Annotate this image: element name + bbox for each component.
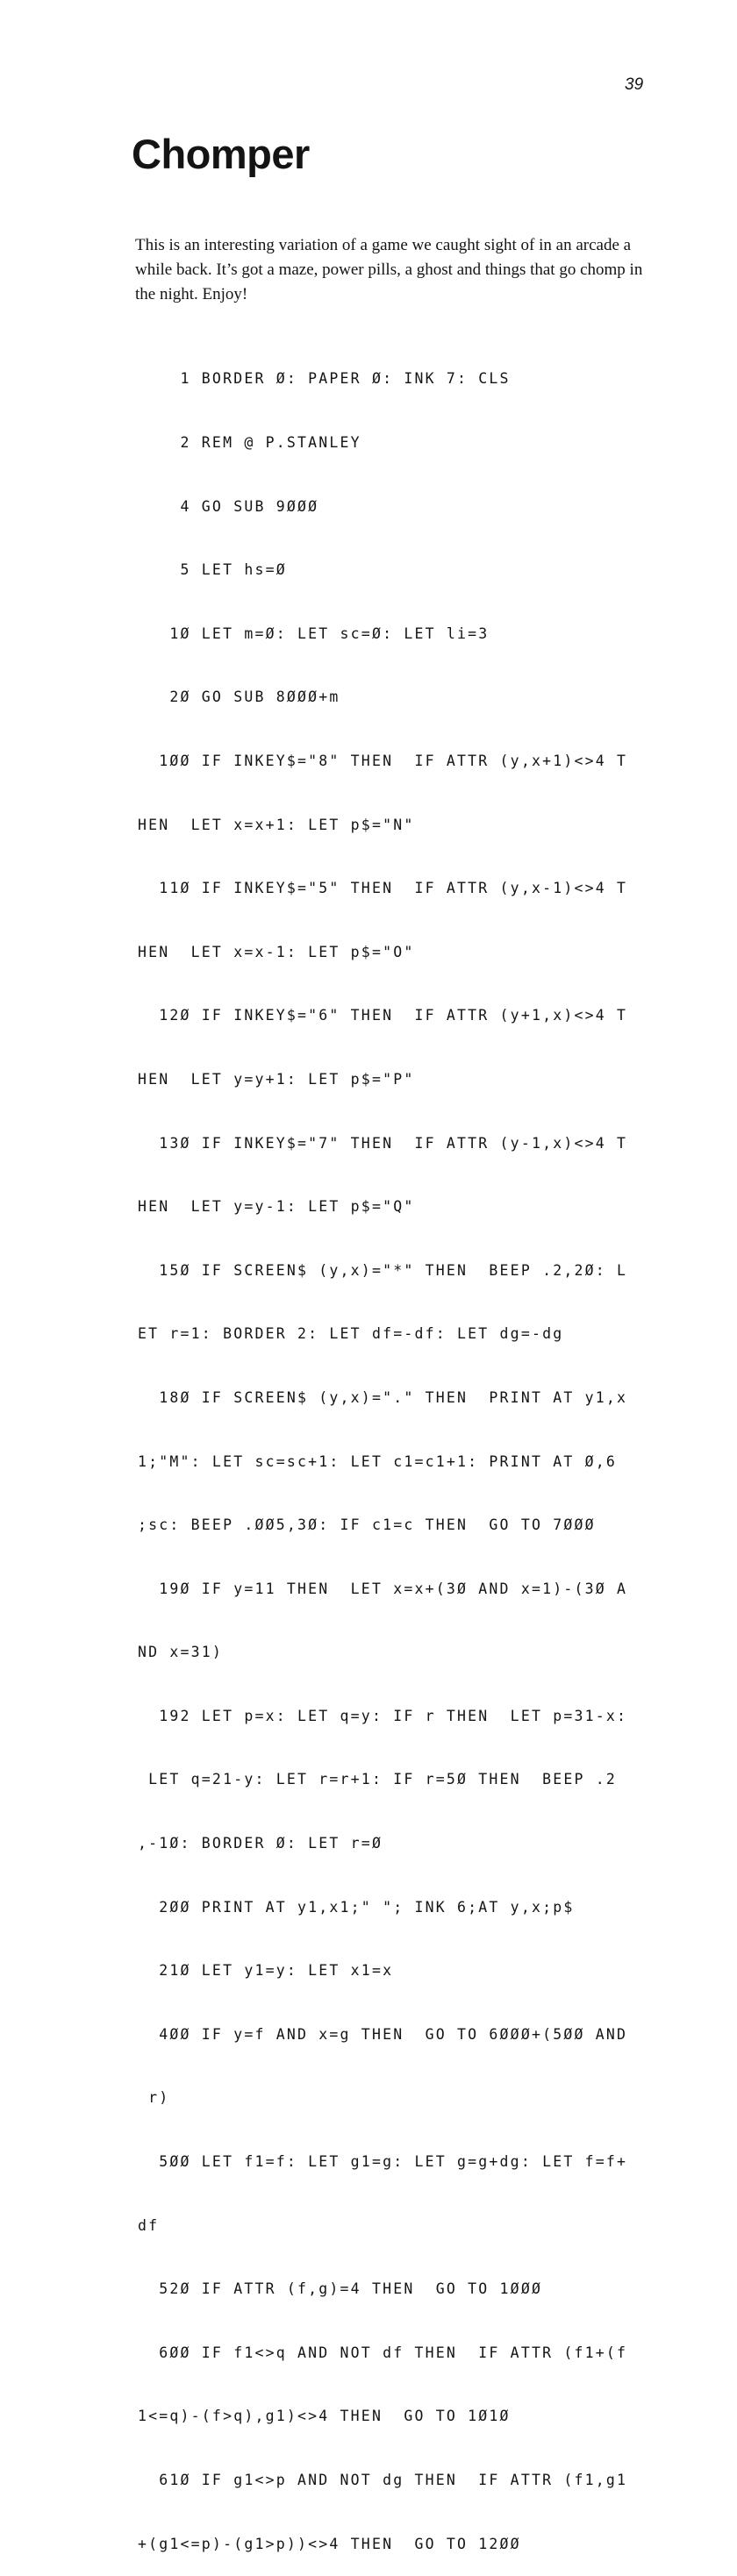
listing-line: HEN LET x=x+1: LET p$="N" [138, 816, 415, 833]
listing-line: 52Ø IF ATTR (f,g)=4 THEN GO TO 1ØØØ [138, 2280, 543, 2298]
listing-line: ;sc: BEEP .ØØ5,3Ø: IF c1=c THEN GO TO 7ØØØ [138, 1516, 596, 1534]
listing-line: ,-1Ø: BORDER Ø: LET r=Ø [138, 1835, 383, 1852]
listing-line: 5ØØ LET f1=f: LET g1=g: LET g=g+dg: LET f=f+ [138, 2153, 628, 2171]
listing-line: ET r=1: BORDER 2: LET df=-df: LET dg=-dg [138, 1325, 564, 1343]
listing-line: +(g1<=p)-(g1>p))<>4 THEN GO TO 12ØØ [138, 2535, 521, 2552]
program-listing [138, 326, 682, 2576]
listing-line: 11Ø IF INKEY$="5" THEN IF ATTR (y,x-1)<>4 T [138, 880, 628, 897]
listing-line: 4ØØ IF y=f AND x=g THEN GO TO 6ØØØ+(5ØØ AND [138, 2025, 628, 2043]
listing-line: 2 REM @ P.STANLEY [138, 434, 361, 451]
listing-line: 1;"M": LET sc=sc+1: LET c1=c1+1: PRINT AT Ø,6 [138, 1452, 618, 1470]
page-number: 39 [625, 75, 644, 94]
listing-line: ND x=31) [138, 1644, 224, 1661]
listing-line: 192 LET p=x: LET q=y: IF r THEN LET p=31-x: [138, 1707, 628, 1724]
listing-line: 5 LET hs=Ø [138, 561, 287, 579]
listing-line: 2ØØ PRINT AT y1,x1;" "; INK 6;AT y,x;p$ [138, 1898, 575, 1916]
listing-line: 19Ø IF y=11 THEN LET x=x+(3Ø AND x=1)-(3Ø A [138, 1580, 628, 1597]
listing-line: 18Ø IF SCREEN$ (y,x)="." THEN PRINT AT y1,x [138, 1388, 628, 1406]
listing-line: 1Ø LET m=Ø: LET sc=Ø: LET li=3 [138, 624, 490, 642]
listing-line: r) [138, 2089, 170, 2107]
page-title: Chomper [132, 131, 310, 177]
listing-line: 2Ø GO SUB 8ØØØ+m [138, 689, 340, 706]
listing-line: 1ØØ IF INKEY$="8" THEN IF ATTR (y,x+1)<>4 T [138, 752, 628, 769]
listing-line: 6ØØ IF f1<>q AND NOT df THEN IF ATTR (f1+(f [138, 2344, 628, 2361]
listing-line: LET q=21-y: LET r=r+1: IF r=5Ø THEN BEEP .2 [138, 1771, 618, 1788]
listing-line: 13Ø IF INKEY$="7" THEN IF ATTR (y-1,x)<>4 T [138, 1134, 628, 1152]
listing-line: 12Ø IF INKEY$="6" THEN IF ATTR (y+1,x)<>4 T [138, 1007, 628, 1024]
listing-line: 15Ø IF SCREEN$ (y,x)="*" THEN BEEP .2,2Ø: L [138, 1261, 628, 1279]
listing-line: HEN LET x=x-1: LET p$="O" [138, 943, 415, 960]
listing-line: 1 BORDER Ø: PAPER Ø: INK 7: CLS [138, 370, 511, 388]
listing-line: 4 GO SUB 9ØØØ [138, 497, 319, 515]
listing-line: HEN LET y=y-1: LET p$="Q" [138, 1198, 415, 1216]
listing-line: 1<=q)-(f>q),g1)<>4 THEN GO TO 1Ø1Ø [138, 2408, 511, 2425]
listing-line: df [138, 2216, 160, 2234]
listing-line: HEN LET y=y+1: LET p$="P" [138, 1070, 415, 1088]
listing-line: 61Ø IF g1<>p AND NOT dg THEN IF ATTR (f1,g1 [138, 2472, 628, 2488]
listing-line: 21Ø LET y1=y: LET x1=x [138, 1962, 394, 1980]
intro-paragraph: This is an interesting variation of a game we caught sight of in an arcade a while back. It’s got a maze, power pills, a ghost and things that go chomp in the night. Enjoy! [135, 236, 643, 303]
